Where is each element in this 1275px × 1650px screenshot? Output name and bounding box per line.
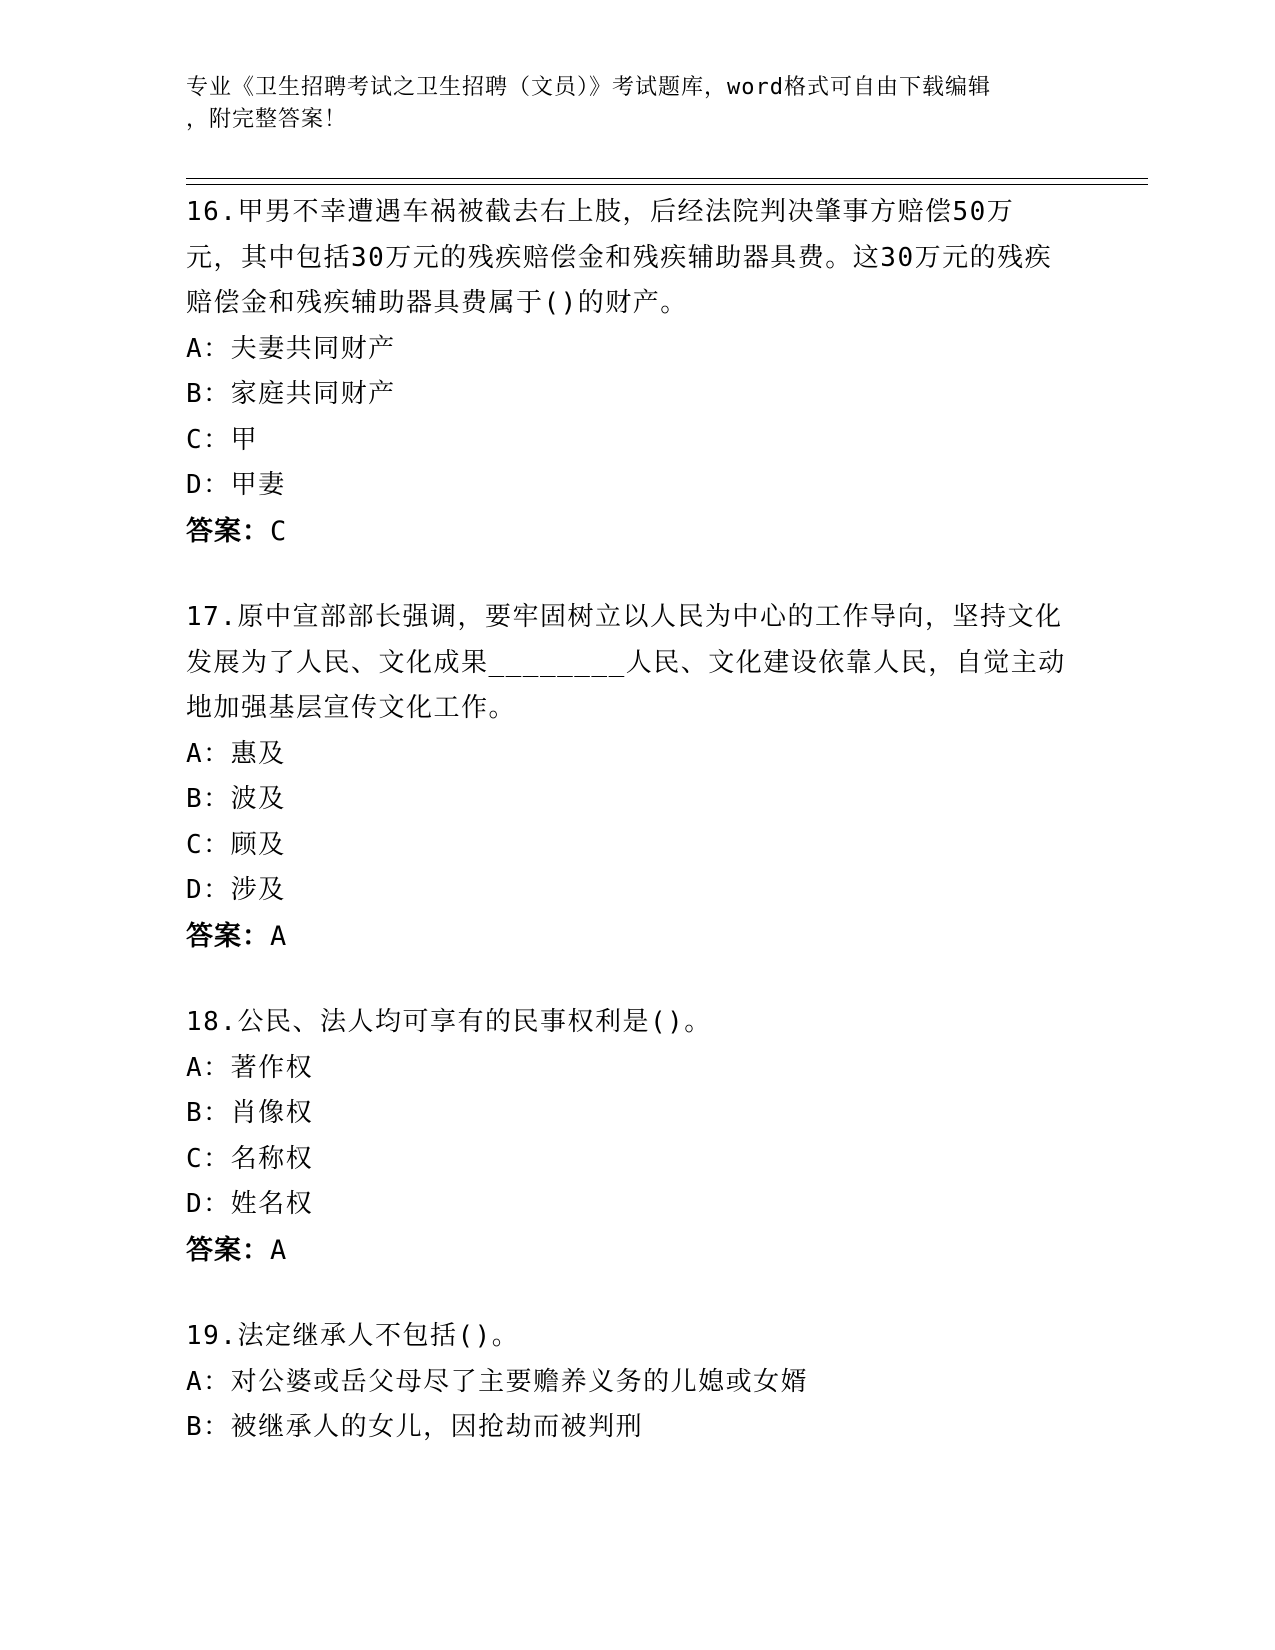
question-stem: 18.公民、法人均可享有的民事权利是()。 [186, 1007, 712, 1037]
option-a: A：惠及 [186, 738, 286, 769]
question-list [186, 190, 1066, 1492]
option-d: D：甲妻 [186, 470, 286, 500]
question-19 [186, 1314, 1066, 1451]
answer-value: A [270, 1234, 288, 1266]
question-16 [186, 190, 1066, 554]
question-stem: 16.甲男不幸遭遇车祸被截去右上肢，后经法院判决肇事方赔偿50万元，其中包括30万元的残疾赔偿金和残疾辅助器具费。这30万元的残疾赔偿金和残疾辅助器具费属于()的财产。 [186, 197, 1053, 318]
question-18 [186, 1000, 1066, 1273]
answer-value: A [270, 920, 288, 952]
option-b: B：家庭共同财产 [186, 379, 396, 409]
answer-line [186, 914, 1066, 960]
option-b: B：波及 [186, 784, 286, 814]
header-divider-bottom [186, 184, 1148, 185]
option-a: A：著作权 [186, 1052, 314, 1083]
option-d: D：涉及 [186, 875, 286, 905]
answer-label: 答案： [186, 515, 270, 547]
option-c: C：顾及 [186, 829, 286, 860]
option-c: C：名称权 [186, 1143, 314, 1174]
document-header [186, 72, 1106, 136]
header-line-1: 专业《卫生招聘考试之卫生招聘（文员）》考试题库，word格式可自由下载编辑 [186, 75, 991, 100]
answer-label: 答案： [186, 1234, 270, 1266]
question-stem: 19.法定继承人不包括()。 [186, 1321, 520, 1351]
option-a: A：对公婆或岳父母尽了主要赡养义务的儿媳或女婿 [186, 1366, 809, 1397]
answer-line [186, 1228, 1066, 1274]
answer-value: C [270, 515, 288, 547]
answer-line [186, 509, 1066, 555]
option-b: B：肖像权 [186, 1098, 314, 1128]
option-d: D：姓名权 [186, 1189, 314, 1219]
header-line-2: ，附完整答案！ [186, 107, 348, 132]
option-b: B：被继承人的女儿，因抢劫而被判刑 [186, 1412, 644, 1442]
question-17 [186, 595, 1066, 959]
header-divider-top [186, 178, 1148, 179]
option-c: C：甲 [186, 424, 259, 455]
answer-label: 答案： [186, 920, 270, 952]
question-stem: 17.原中宣部部长强调，要牢固树立以人民为中心的工作导向，坚持文化发展为了人民、文化成果________人民、文化建设依靠人民，自觉主动地加强基层宣传文化工作。 [186, 602, 1066, 723]
option-a: A：夫妻共同财产 [186, 333, 396, 364]
